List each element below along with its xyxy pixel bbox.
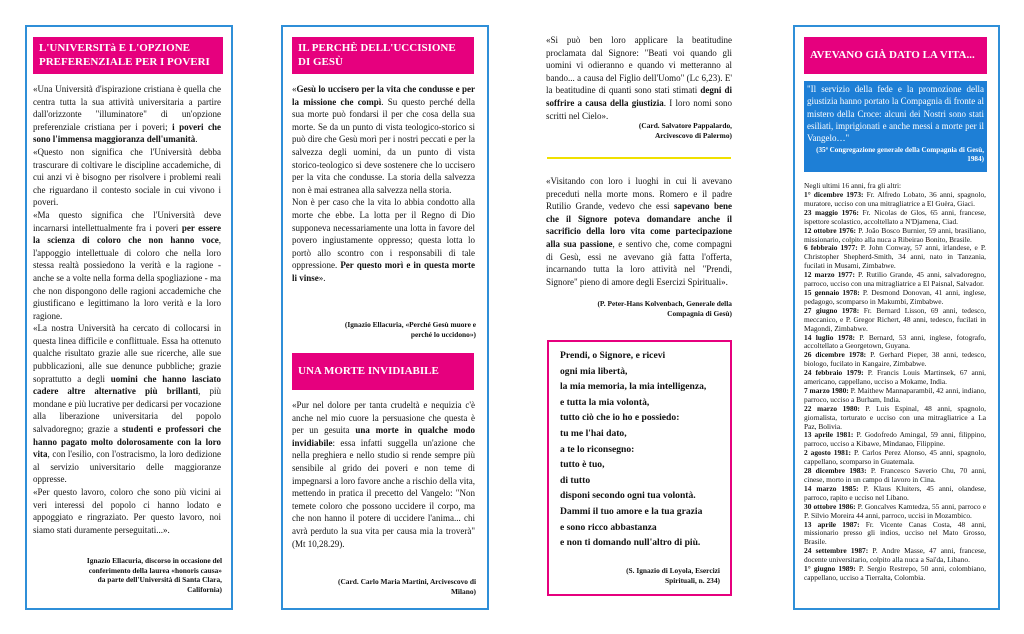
- martyr-description: P. Francesco Saverio Chu, 70 anni, cinese, morto in un campo di lavoro in Cina.: [804, 466, 987, 484]
- signature-martini: (Card. Carlo Maria Martini, Arcivescovo di Milano): [338, 577, 476, 596]
- martyr-description: P. John Conway, 57 anni, irlandese, e P. Christopher Shepherd-Smith, 34 anni, nato in Tanzania, fucilati in Musami, Zimbabwe.: [804, 243, 986, 271]
- martyr-date: 7 marzo 1980:: [804, 385, 849, 395]
- martyr-date: 13 aprile 1981:: [804, 430, 854, 440]
- paragraph: «Per questo lavoro, coloro che sono più vicini ai veri interessi del popolo ci hanno lodato e appoggiato e ringraziato. Per questo lavoro, noi siamo stati duramente perseguitati...».: [33, 487, 221, 535]
- list-item: [804, 307, 986, 334]
- martyr-description: P. Desmond Donovan, 41 anni, inglese, pedagogo, scomparso in Makumbi, Zimbabwe.: [804, 287, 986, 306]
- signature-loyola: (S. Ignazio di Loyola, Esercizi Spirituali, n. 234): [626, 566, 720, 585]
- quote-kolvenbach: «Visitando con loro i luoghi in cui li avevano preceduti nella morte mons. Romero e il padre Rutilio Grande, vedevo che essi sapevano bene che il Signore poteva domandare anche il sacrificio della loro vita come partecipazione alla sua passione, e sentivo che, come compagni di Gesù, essi ne avevano già fatta l'offerta, incarnando tutta la loro attività nel "Prendi, Signore" pieno di amore degli Esercizi Spirituali».: [546, 176, 732, 287]
- quote-congregation-signature: (35ª Congregazione generale della Compagnia di Gesù, 1984): [816, 146, 984, 164]
- list-item: [804, 209, 986, 227]
- martyr-description: P. Sergio Restrepo, 50 anni, colombiano, cappellano, ucciso a Tierralta, Colombia.: [804, 564, 986, 582]
- martyr-description: Fr. Bernard Lisson, 69 anni, tedesco, meccanico, e P. Gregor Richert, 48 anni, tedesco, fucilati in Magondi, Zimbabwe.: [804, 305, 986, 333]
- prayer-line: tutto è tuo,: [560, 459, 605, 471]
- martyr-description: Fr. Nicolas de Glos, 65 anni, francese, ispettore scolastico, accoltellato a N'Djamena, Ciad.: [804, 207, 987, 226]
- prayer-line: disponi secondo ogni tua volontà.: [560, 490, 696, 502]
- martyr-description: P. Gerhard Pieper, 38 anni, tedesco, biologo, fucilato in Kangaire, Zimbabwe.: [804, 350, 987, 369]
- prayer-line: ogni mia libertà,: [560, 365, 628, 377]
- paragraph: «Ma questo significa che l'Università deve incarnarsi intellettualmente fra i poveri per essere la scienza di coloro che non hanno voce, l'appoggio intellettuale di coloro che nella loro stessa realtà possiedono la verità e la ragione - anche se a volte nella forma della spogliazione - ma che non dispongono delle ragioni accademiche che giustificano e legittimano la loro verità e la loro ragione.: [33, 209, 221, 321]
- prayer-line: Dammi il tuo amore e la tua grazia: [560, 505, 703, 517]
- martyr-description: P. Francis Louis Martinsek, 67 anni, americano, cappellano, ucciso a Mokame, India.: [804, 368, 987, 387]
- list-item: [804, 565, 986, 583]
- prayer-line: tutto ciò che io ho e possiedo:: [560, 412, 680, 424]
- list-item: [804, 289, 986, 307]
- martyr-date: 24 febbraio 1979:: [804, 368, 864, 378]
- paragraph: «La nostra Università ha cercato di collocarsi in questa linea difficile e conflittuale. Essa ha ottenuto qualche risultato grazie alle sue ricerche, alle sue pubblicazioni, alle sue denunce pubbliche; grazie soprattutto a degli uomini che hanno lasciato cadere altre alternative più brillanti, più mondane e più lucrative per dedicarsi per vocazione alla liberazione universitaria del popolo salvadoregno; grazie a studenti e professori che hanno pagato molto dolorosamente con la loro vita, con l'esilio, con l'ostracismo, la loro dedizione al servizio universitario delle maggioranze oppresse.: [33, 323, 221, 485]
- martyr-date: 22 marzo 1980:: [804, 403, 860, 413]
- quote-congregation: "Il servizio della fede e la promozione della giustizia hanno portato la Compagnia di fronte al mistero della Croce: alcuni dei Nostri sono stati esiliati, imprigionati e anche messi a morte per il Vangelo…": [807, 84, 984, 144]
- list-item: [804, 334, 986, 352]
- paragraph: «Questo non significa che l'Università debba trascurare di coltivare le discipline accademiche, di cui anzi vi è bisogno per risolvere i problemi reali che riguardano il contesto sociale in cui vivono i poveri.: [33, 146, 221, 208]
- martyr-date: 27 giugno 1978:: [804, 305, 860, 315]
- martyr-date: 1° dicembre 1973:: [804, 190, 864, 199]
- prayer-line: e sono ricco abbastanza: [560, 521, 657, 533]
- martyr-description: Fr. Alfredo Lobato, 36 anni, spagnolo, muratore, ucciso con una mitragliatrice a El Guèra, Giaci.: [804, 190, 986, 208]
- heading-enviable-death: UNA MORTE INVIDIABILE: [292, 353, 474, 390]
- martyr-date: 2 agosto 1981:: [804, 448, 852, 458]
- martyr-date: 12 ottobre 1976:: [804, 225, 856, 235]
- martyr-description: P. João Bosco Burnier, 59 anni, brasiliano, missionario, colpito alla nuca a Ribeirao Bonito, Brasile.: [804, 225, 986, 244]
- body-university: [33, 83, 221, 536]
- list-item: [804, 449, 986, 467]
- martyr-date: 26 dicembre 1978:: [804, 350, 867, 360]
- body-jesus-death: [292, 83, 475, 285]
- martyr-date: 14 marzo 1985:: [804, 483, 859, 493]
- prayer-line: e tutta la mia volontà,: [560, 396, 650, 408]
- heading-jesus-death: IL PERCHÈ DELL'UCCISIONE DI GESÙ: [292, 37, 474, 74]
- martyr-date: 28 dicembre 1983:: [804, 466, 867, 476]
- martyr-date: 24 settembre 1987:: [804, 546, 869, 556]
- prayer-line: tu me l'hai dato,: [560, 427, 627, 439]
- martyr-description: P. Godofredo Amingal, 59 anni, filippino, parroco, ucciso a Kibawe, Mindanao, Filippine.: [804, 430, 986, 449]
- list-item: [804, 485, 986, 503]
- prayer-text: [560, 348, 730, 551]
- martyrs-intro: Negli ultimi 16 anni, fra gli altri:: [804, 181, 902, 190]
- prayer-line: a te lo riconsegno:: [560, 443, 635, 455]
- martyrs-list: [804, 191, 986, 583]
- list-item: [804, 547, 986, 565]
- signature-ellacuria-2: (Ignazio Ellacuria, «Perché Gesù muore e perché lo uccidono»): [344, 320, 476, 339]
- list-item: [804, 431, 986, 449]
- martyr-date: 13 aprile 1987:: [804, 519, 860, 529]
- heading-university: L'UNIVERSITà E L'OPZIONE PREFERENZIALE PER I POVERI: [33, 37, 223, 74]
- martyr-description: P. Goncalves Kamtedza, 55 anni, parroco e P. Silvio Moreira 44 anni, parroco, uccisi in Mozambico.: [804, 501, 986, 520]
- list-item: [804, 369, 986, 387]
- prayer-line: e non ti domando null'altro di più.: [560, 537, 701, 549]
- martyr-date: 23 maggio 1976:: [804, 207, 859, 217]
- martyr-description: Fr. Vicente Canas Costa, 48 anni, missionario presso gli indios, ucciso nel Mato Grosso, Brasile.: [804, 519, 986, 547]
- martyr-description: P. Bernard, 53 anni, inglese, fotografo, accoltellato a Georgetown, Guyana.: [804, 332, 986, 351]
- paragraph: «Gesù lo uccisero per la vita che condusse e per la missione che compì. Su questo perché della sua morte può fondarsi il per che cosa della sua morte. Se da un punto di vista teologico-storico si può dire che Gesù morì per i nostri peccati e per la salvezza degli uomini, da un punto di vista storico-teologico si deve sostenere che lo uccisero per la vita che condusse. La storia della salvezza non è mai estranea alla salvezza nella storia.: [292, 84, 475, 195]
- prayer-line: di tutto: [560, 474, 591, 486]
- heading-martyrs: AVEVANO GIÀ DATO LA VITA...: [804, 37, 987, 74]
- body-enviable-death: [292, 399, 475, 550]
- quote-pappalardo: «Si può ben loro applicare la beatitudine proclamata dal Signore: "Beati voi quando gli uomini vi odieranno e quando vi metteranno al bando... a causa del Figlio dell'Uomo" (Lc 6,23). E' la beatitudine di quanti sono stati stimati degni di soffrire a causa della giustizia. I loro nomi sono scritti nel Cielo».: [546, 35, 733, 121]
- martyr-date: 30 ottobre 1986:: [804, 501, 856, 511]
- paragraph: Non è per caso che la vita lo abbia condotto alla morte che ebbe. La lotta per il Regno di Dio supponeva necessariamente una lotta in favore del povero ingiustamente oppresso; questa lotta lo portò allo scontro con i responsabili di tale oppressione. Per questo morì e in questa morte li vinse».: [292, 197, 475, 283]
- list-item: [804, 244, 986, 271]
- list-item: [804, 503, 986, 521]
- paragraph: «Pur nel dolore per tanta crudeltà e nequizia c'è anche nel mio cuore la persuasione che questa è per un gesuita una morte in qualche modo invidiabile: essa infatti suggella un'azione che nella preghiera e nello studio si rende sempre più sensibile al grido dei poveri e non teme di impegnarsi a loro favore anche a rischio della vita, mettendo in pratica il precetto del Vangelo: "Non temete coloro che possono uccidere il corpo, ma che non hanno il potere di uccidere l'anima... chi avrà perduto la sua vita per causa mia la troverà" (Mt 10,28.29).: [292, 400, 475, 549]
- martyr-description: P. Rutilio Grande, 45 anni, salvadoregno, parroco, ucciso con una mitragliatrice a El Paisnal, Salvador.: [804, 270, 986, 289]
- martyr-description: P. Luis Espinal, 48 anni, spagnolo, giornalista, torturato e ucciso con una mitragliatrice a La Paz, Bolivia.: [804, 403, 986, 431]
- martyr-description: P. Andre Masse, 47 anni, francese, docente universitario, colpito alla nuca a Sai'da, Libano.: [804, 546, 986, 565]
- yellow-divider: [547, 157, 731, 159]
- prayer-line: Prendi, o Signore, e ricevi: [560, 350, 666, 361]
- martyr-date: 14 luglio 1978:: [804, 332, 855, 342]
- signature-kolvenbach: (P. Peter-Hans Kolvenbach, Generale della Compagnia di Gesù): [597, 299, 732, 318]
- list-item: [804, 405, 986, 432]
- signature-pappalardo: (Card. Salvatore Pappalardo, Arcivescovo di Palermo): [638, 121, 732, 140]
- martyr-description: P. Klaus Kluiters, 45 anni, olandese, parroco, rapito e ucciso nel Libano.: [804, 483, 987, 502]
- list-item: [804, 467, 986, 485]
- list-item: [804, 191, 986, 209]
- list-item: [804, 351, 986, 369]
- martyr-date: 6 febbraio 1977:: [804, 243, 858, 253]
- prayer-line: la mia memoria, la mia intelligenza,: [560, 381, 707, 393]
- quote-congregation-box: [804, 81, 987, 172]
- martyr-date: 1° giugno 1989:: [804, 564, 856, 574]
- list-item: [804, 227, 986, 245]
- paragraph: «Una Università d'ispirazione cristiana è quella che centra tutta la sua attività universitaria a partire dall'orizzonte "illuminatore" di un'opzione preferenziale cristiana per i poveri; i poveri che sono l'immensa maggioranza dell'umanità.: [33, 84, 221, 145]
- martyr-description: P. Maithew Mannaparambil, 42 anni, indiano, parroco, ucciso a Burham, India.: [804, 385, 986, 404]
- list-item: [804, 521, 986, 548]
- martyr-date: 12 marzo 1977:: [804, 270, 855, 280]
- list-item: [804, 387, 986, 405]
- signature-ellacuria: Ignazio Ellacuria, discorso in occasione del conferimento della laurea «honoris causa» da parte dell'Università di Santa Clara, California): [86, 556, 222, 594]
- martyr-description: P. Carlos Perez Alonso, 45 anni, spagnolo, cappellano, scomparso in Guatemala.: [804, 448, 986, 467]
- list-item: [804, 271, 986, 289]
- martyr-date: 15 gennaio 1978:: [804, 287, 860, 297]
